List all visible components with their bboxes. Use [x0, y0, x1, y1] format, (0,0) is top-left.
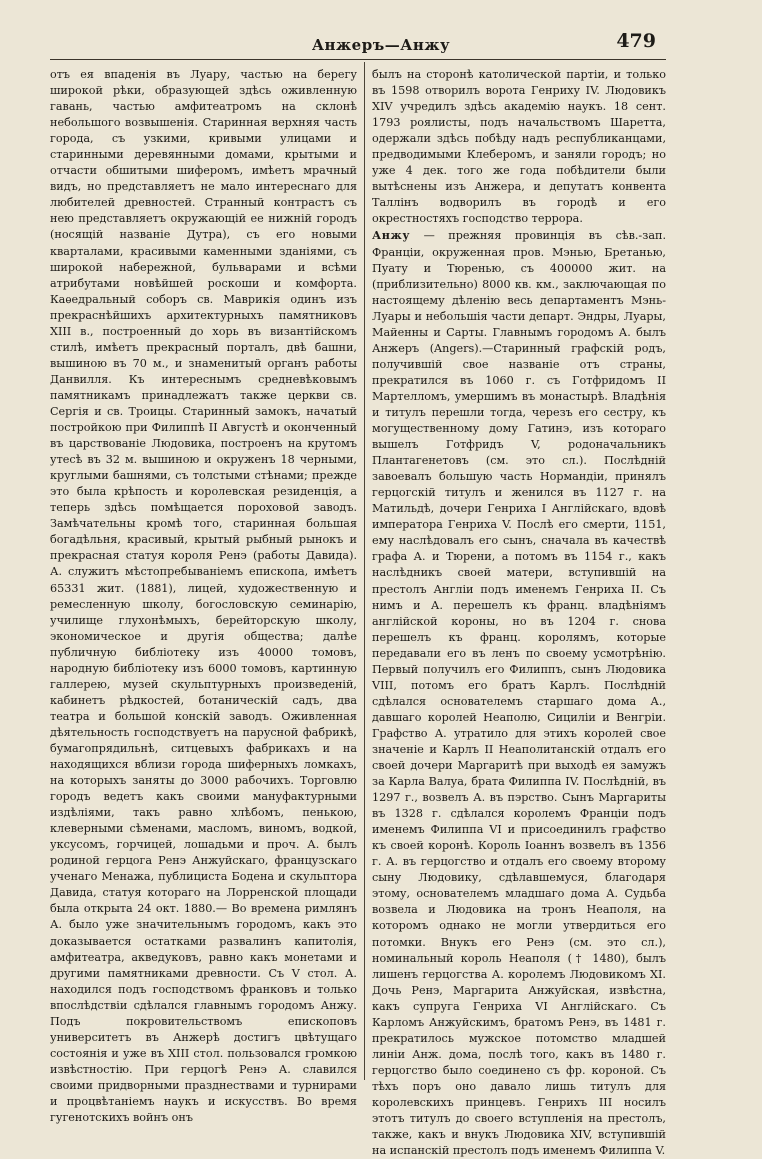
column-divider [364, 62, 365, 1080]
header-rule [50, 59, 666, 60]
article-anzhu [372, 227, 666, 1159]
right-column [372, 67, 666, 1158]
left-column-text: отъ ея впаденія въ Луару, частью на берегу широкой рѣки, образующей здѣсь оживленную гавань, частью амфитеатромъ на склонѣ небольшого возвышенія. Старинная верхняя часть города, съ узкими, кривыми улицами и старинными деревянными домами, крытыми и отчасти обшитыми шиферомъ, имѣетъ мрачный видъ, но представляетъ не мало интереснаго для любителей древностей. Странный контрастъ съ нею представляетъ окружающій ее нижній городъ (носящій названіе Дутра), съ его новыми кварталами, красивыми каменными зданіями, съ широкой набережной, бульварами и всѣми атрибутами новѣйшей роскоши и комфорта. Каѳедральный соборъ св. Маврикія одинъ изъ прекраснѣйшихъ архитектурныхъ памятниковъ XIII в., построенный до хорь въ византійскомъ стилѣ, имѣетъ прекрасный порталъ, двѣ башни, вышиною въ 70 м., и знаменитый органъ работы Данвилля. Къ интереснымъ средневѣковымъ памятникамъ принадлежатъ также церкви св. Сергія и св. Троицы. Старинный замокъ, начатый постройкою при Филиппѣ II Августѣ и оконченный въ царствованіе Людовика, построенъ на крутомъ утесѣ въ 32 м. вышиною и окруженъ 18 черными, круглыми башнями, съ толстыми стѣнами; прежде это была крѣпость и королевская резиденція, а теперь здѣсь помѣщается пороховой заводъ. Замѣчательны кромѣ того, старинная большая богадѣльня, красивый, крытый рыбный рынокъ и прекрасная статуя короля Ренэ (работы Давида). А. служитъ мѣстопребываніемъ епископа, имѣетъ 65331 жит. (1881), лицей, художественную и ремесленную школу, богословскую семинарію, училище глухонѣмыхъ, берейторскую школу, экономическое и другія общества; далѣе публичную библіотеку изъ 40000 томовъ, народную библіотеку изъ 6000 томовъ, картинную галлерею, музей скульптурныхъ произведеній, кабинетъ рѣдкостей, ботаническій садъ, два театра и большой конскій заводъ. Оживленная дѣятельность господствуетъ на парусной фабрикѣ, бумагопрядильнѣ, ситцевыхъ фабрикахъ и на находящихся вблизи города шиферныхъ ломкахъ, на которыхъ заняты до 3000 рабочихъ. Торговлю городъ ведетъ какъ своими мануфактурными издѣліями, такъ равно хлѣбомъ, пенькою, клеверными сѣменами, масломъ, виномъ, водкой, уксусомъ, горчицей, лошадьми и проч. А. былъ родиной герцога Ренэ Анжуйскаго, французскаго ученаго Менажа, публициста Бодена и скульптора Давида, статуя котораго на Лорренской площади была открыта 24 окт. 1880.— Во времена римлянъ А. было уже значительнымъ городомъ, какъ это доказывается остатками развалинъ капитолія, амфитеатра, акведуковъ, равно какъ монетами и другими памятниками древности. Съ V стол. А. находился подъ господствомъ франковъ и только впослѣдствіи сдѣлался главнымъ городомъ Анжу. Подъ покровительствомъ епископовъ университетъ въ Анжерѣ достигъ цвѣтущаго состоянія и уже въ XIII стол. пользовался громкою извѣстностію. При герцогѣ Ренэ А. славился своими придворными празднествами и турнирами и процвѣтаніемъ наукъ и искусствъ. Во время гугенотскихъ войнъ онъ [50, 68, 357, 1125]
page-number: 479 [616, 30, 656, 52]
headword-anzhu: Анжу [372, 228, 411, 243]
right-column-intro: былъ на сторонѣ католической партіи, и только въ 1598 отворилъ ворота Генриху IV. Людовикъ XIV учредилъ здѣсь академію наукъ. 18 сент. 1793 роялисты, подъ начальствомъ Шаретта, одержали здѣсь побѣду надъ республиканцами, предводимыми Клеберомъ, и заняли городъ; но уже 4 дек. того же года побѣдители были вытѣснены изъ Анжера, и депутатъ конвента Таллінъ водворилъ въ городѣ и его окрестностяхъ господство террора. [372, 68, 666, 226]
running-title: Анжеръ—Анжу [311, 36, 451, 54]
article-anzhu-body: — прежняя провинція въ сѣв.-зап. Франціи, окруженная пров. Мэнью, Бретанью, Пуату и Тюренью, съ 400000 жит. на (приблизительно) 8000 кв. км., заключающая по настоящему дѣленію весь департаментъ Мэнь-Луары и небольшія части департ. Эндры, Луары, Майенны и Сарты. Главнымъ городомъ А. былъ Анжеръ (Angers).—Старинный графскій родъ, получившій свое названіе отъ страны, прекратился въ 1060 г. съ Готфридомъ II Мартелломъ, умершимъ въ монастырѣ. Владѣнія и титулъ перешли тогда, черезъ его сестру, къ могущественному дому Гатинэ, изъ котораго вышелъ Готфридъ V, родоначальникъ Плантагенетовъ (см. это сл.). Послѣдній завоевалъ большую часть Нормандіи, принялъ герцогскій титулъ и женился въ 1127 г. на Матильдѣ, дочери Генриха I Англійскаго, вдовѣ императора Генриха V. Послѣ его смерти, 1151, ему наслѣдовалъ его сынъ, сначала въ качествѣ графа А. и Тюрени, а потомъ въ 1154 г., какъ наслѣдникъ своей матери, вступившій на престолъ Англіи подъ именемъ Генриха II. Съ нимъ и А. перешелъ къ франц. владѣніямъ англійской короны, но въ 1204 г. снова перешелъ къ франц. королямъ, которые передавали его въ ленъ по своему усмотрѣнію. Первый получилъ его Филиппъ, сынъ Людовика VIII, потомъ его братъ Карлъ. Послѣдній сдѣлался основателемъ старшаго дома А., давшаго королей Неаполю, Сициліи и Венгріи. Графство А. утратило для этихъ королей свое значеніе и Карлъ II Неаполитанскій отдалъ его своей дочери Маргаритѣ при выходѣ ея замужъ за Карла Валуа, брата Филиппа IV. Послѣдній, въ 1297 г., возвелъ А. въ пэрство. Сынъ Маргариты въ 1328 г. сдѣлался королемъ Франціи подъ именемъ Филиппа VI и присоединилъ графство къ своей коронѣ. Король Іоаннъ возвелъ въ 1356 г. А. въ герцогство и отдалъ его своему второму сыну Людовику, сдѣлавшемуся, благодаря этому, основателемъ младшаго дома А. Судьба возвела и Людовика на тронъ Неаполя, на которомъ однако не могли утвердиться его потомки. Внукъ его Ренэ (см. это сл.), номинальный король Неаполя († 1480), былъ лишенъ герцогства А. королемъ Людовикомъ XI. Дочь Ренэ, Маргарита Анжуйская, извѣстна, какъ супруга Генриха VI Англійскаго. Съ Карломъ Анжуйскимъ, братомъ Ренэ, въ 1481 г. прекратилось мужское потомство младшей линіи Анж. дома, послѣ того, какъ въ 1480 г. герцогство было соединено съ фр. короной. Съ тѣхъ поръ оно давало лишь титулъ для королевскихъ принцевъ. Генрихъ III носилъ этотъ титулъ до своего вступленія на престолъ, также, какъ и внукъ Людовика XIV, вступившій на испанскій престолъ подъ именемъ Филиппа V. [372, 229, 666, 1158]
left-column [50, 67, 357, 1125]
